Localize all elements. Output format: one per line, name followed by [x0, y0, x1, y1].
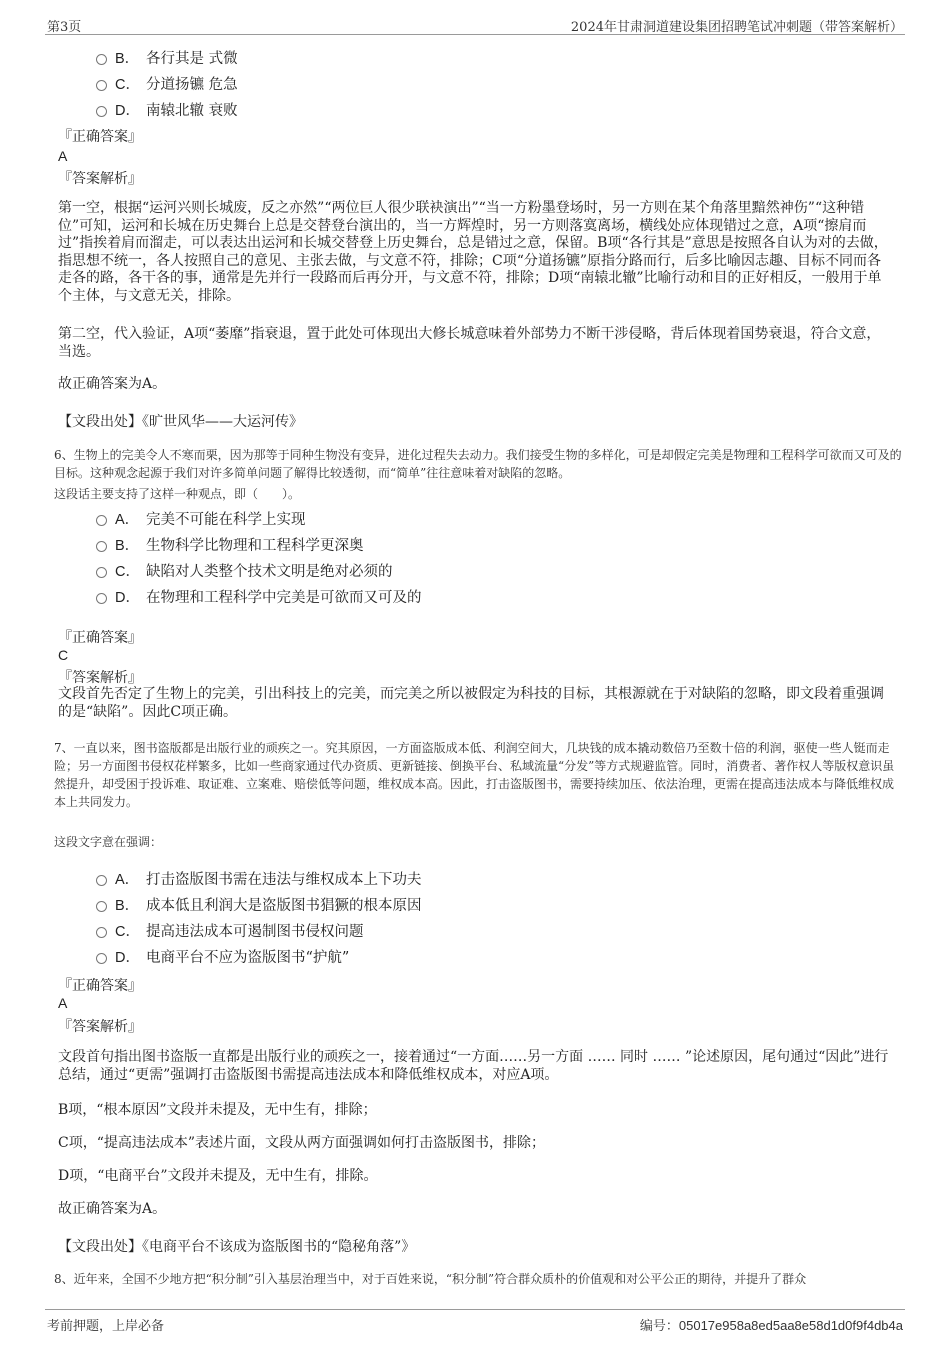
q7-stem: 7、一直以来，图书盗版都是出版行业的顽疾之一。究其原因，一方面盗版成本低、利润空间大，几块钱的成本撬动数倍乃至数十倍的利润，驱使一些人铤而走险；另一方面图书侵权花样繁多，比如一些商家通过代办资质、更新链接、倒换平台、私域流量“分发”等方式规避监管。同时，消费者、著作权人等版权意识虽然提升，却受困于投诉难、取证难、立案难、赔偿低等问题，维权成本高。因此，打击盗版图书，需要持续加压、依法治理，更需在提高违法成本与降低维权成本上共同发力。 [54, 741, 895, 809]
q6-analysis-label: 『答案解析』 [58, 670, 142, 686]
radio-icon[interactable] [96, 54, 107, 65]
q5-analysis-paragraph-1: 第一空，根据“运河兴则长城废，反之亦然”“两位巨人很少联袂演出”“当一方粉墨登场时，另一方则在某个角落里黯然神伤”“这种错位”可知，运河和长城在历史舞台上总是交替登台演出的，当一方辉煌时，另一方则落寞离场，横线处应体现错过之意，A项“擦肩而过”指挨着肩而溜走，可以表达出运河和长城交替登上历史舞台，总是错过之意，保留。B项“各行其是”意思是按照各自认为对的去做，指思想不统一，各人按照自己的意见、主张去做，与文意不符，排除；C项“分道扬镳”原指分路而行，后多比喻因志趣、目标不同而各走各的路，各干各的事，通常是先并行一段路而后再分开，与文意不符，排除；D项“南辕北辙”比喻行动和目的正好相反，一般用于单个主体，与文意无关，排除。 [58, 200, 888, 304]
q6-correct-label: 『正确答案』 [58, 630, 142, 646]
page-footer [45, 1309, 905, 1332]
q5-option-b[interactable]: B． 各行其是 式微 [96, 47, 238, 67]
radio-icon[interactable] [96, 901, 107, 912]
page-number: 第3页 [47, 20, 82, 35]
radio-icon[interactable] [96, 593, 107, 604]
q6-option-c[interactable]: C． 缺陷对人类整个技术文明是绝对必须的 [96, 560, 393, 580]
q7-option-b[interactable]: B． 成本低且利润大是盗版图书猖獗的根本原因 [96, 894, 422, 914]
q5-answer: A [58, 148, 68, 164]
document-title: 2024年甘肃洞道建设集团招聘笔试冲刺题（带答案解析） [570, 20, 903, 35]
radio-icon[interactable] [96, 80, 107, 91]
q5-option-c[interactable]: C． 分道扬镳 危急 [96, 73, 238, 93]
source-label: 【文段出处】 [58, 1239, 142, 1255]
q5-analysis-label: 『答案解析』 [58, 171, 142, 187]
radio-icon[interactable] [96, 875, 107, 886]
q7-option-d-analysis: D项，“电商平台”文段并未提及，无中生有，排除。 [58, 1168, 378, 1184]
q7-option-d[interactable]: D． 电商平台不应为盗版图书“护航” [96, 946, 349, 966]
radio-icon[interactable] [96, 515, 107, 526]
radio-icon[interactable] [96, 567, 107, 578]
source-title: 《电商平台不该成为盗版图书的“隐秘角落”》 [142, 1239, 416, 1255]
q6-stem: 6、生物上的完美令人不寒而栗，因为那等于同种生物没有变异，进化过程失去动力。我们接受生物的多样化，可是却假定完美是物理和工程科学可欲而又可及的目标。这种观念起源于我们对许多简单问题了解得比较透彻，而“简单”往往意味着对缺陷的忽略。 [54, 448, 902, 480]
q6-option-d[interactable]: D． 在物理和工程科学中完美是可欲而又可及的 [96, 586, 422, 606]
q6-option-a[interactable]: A． 完美不可能在科学上实现 [96, 508, 306, 528]
q7-analysis-paragraph-1: 文段首句指出图书盗版一直都是出版行业的顽疾之一，接着通过“一方面……另一方面 …… 同时 …… ”论述原因，尾句通过“因此”进行总结，通过“更需”强调打击盗版图书需提高违法成本和降低维权成本，对应A项。 [58, 1049, 889, 1083]
q6-answer: C [58, 647, 69, 663]
page-header [45, 14, 905, 35]
q5-option-d[interactable]: D． 南辕北辙 衰败 [96, 99, 238, 119]
q7-option-b-analysis: B项，“根本原因”文段并未提及，无中生有，排除； [58, 1102, 377, 1118]
q8-stem: 8、近年来，全国不少地方把“积分制”引入基层治理当中，对于百姓来说，“积分制”符合群众质朴的价值观和对公平公正的期待，并提升了群众 [54, 1272, 807, 1286]
q5-source [58, 411, 303, 431]
q7-option-a[interactable]: A． 打击盗版图书需在违法与维权成本上下功夫 [96, 868, 422, 888]
q6-question: 这段话主要支持了这样一种观点，即（ ）。 [54, 487, 301, 501]
source-label: 【文段出处】 [58, 414, 142, 430]
q5-conclusion: 故正确答案为A。 [58, 376, 167, 392]
q6-analysis: 文段首先否定了生物上的完美，引出科技上的完美，而完美之所以被假定为科技的目标，其根源就在于对缺陷的忽略，即文段着重强调的是“缺陷”。因此C项正确。 [58, 686, 884, 720]
q5-analysis-paragraph-2: 第二空，代入验证，A项“萎靡”指衰退，置于此处可体现出大修长城意味着外部势力不断干涉侵略，背后体现着国势衰退，符合文意，当选。 [58, 326, 881, 360]
q7-option-c-analysis: C项，“提高违法成本”表述片面，文段从两方面强调如何打击盗版图书，排除； [58, 1135, 546, 1151]
q7-conclusion: 故正确答案为A。 [58, 1201, 167, 1217]
radio-icon[interactable] [96, 106, 107, 117]
radio-icon[interactable] [96, 927, 107, 938]
radio-icon[interactable] [96, 541, 107, 552]
q6-option-b[interactable]: B． 生物科学比物理和工程科学更深奥 [96, 534, 364, 554]
q5-correct-label: 『正确答案』 [58, 129, 142, 145]
q7-analysis-label: 『答案解析』 [58, 1019, 142, 1035]
q7-question: 这段文字意在强调： [54, 835, 163, 849]
footer-slogan: 考前押题，上岸必备 [47, 1319, 165, 1334]
radio-icon[interactable] [96, 953, 107, 964]
source-title: 《旷世风华——大运河传》 [142, 414, 303, 430]
q7-option-c[interactable]: C． 提高违法成本可遏制图书侵权问题 [96, 920, 364, 940]
document-code: 编号：05017e958a8ed5aa8e58d1d0f9f4db4a [639, 1318, 903, 1333]
q7-answer: A [58, 995, 68, 1011]
q7-source [58, 1236, 415, 1256]
q7-correct-label: 『正确答案』 [58, 978, 142, 994]
